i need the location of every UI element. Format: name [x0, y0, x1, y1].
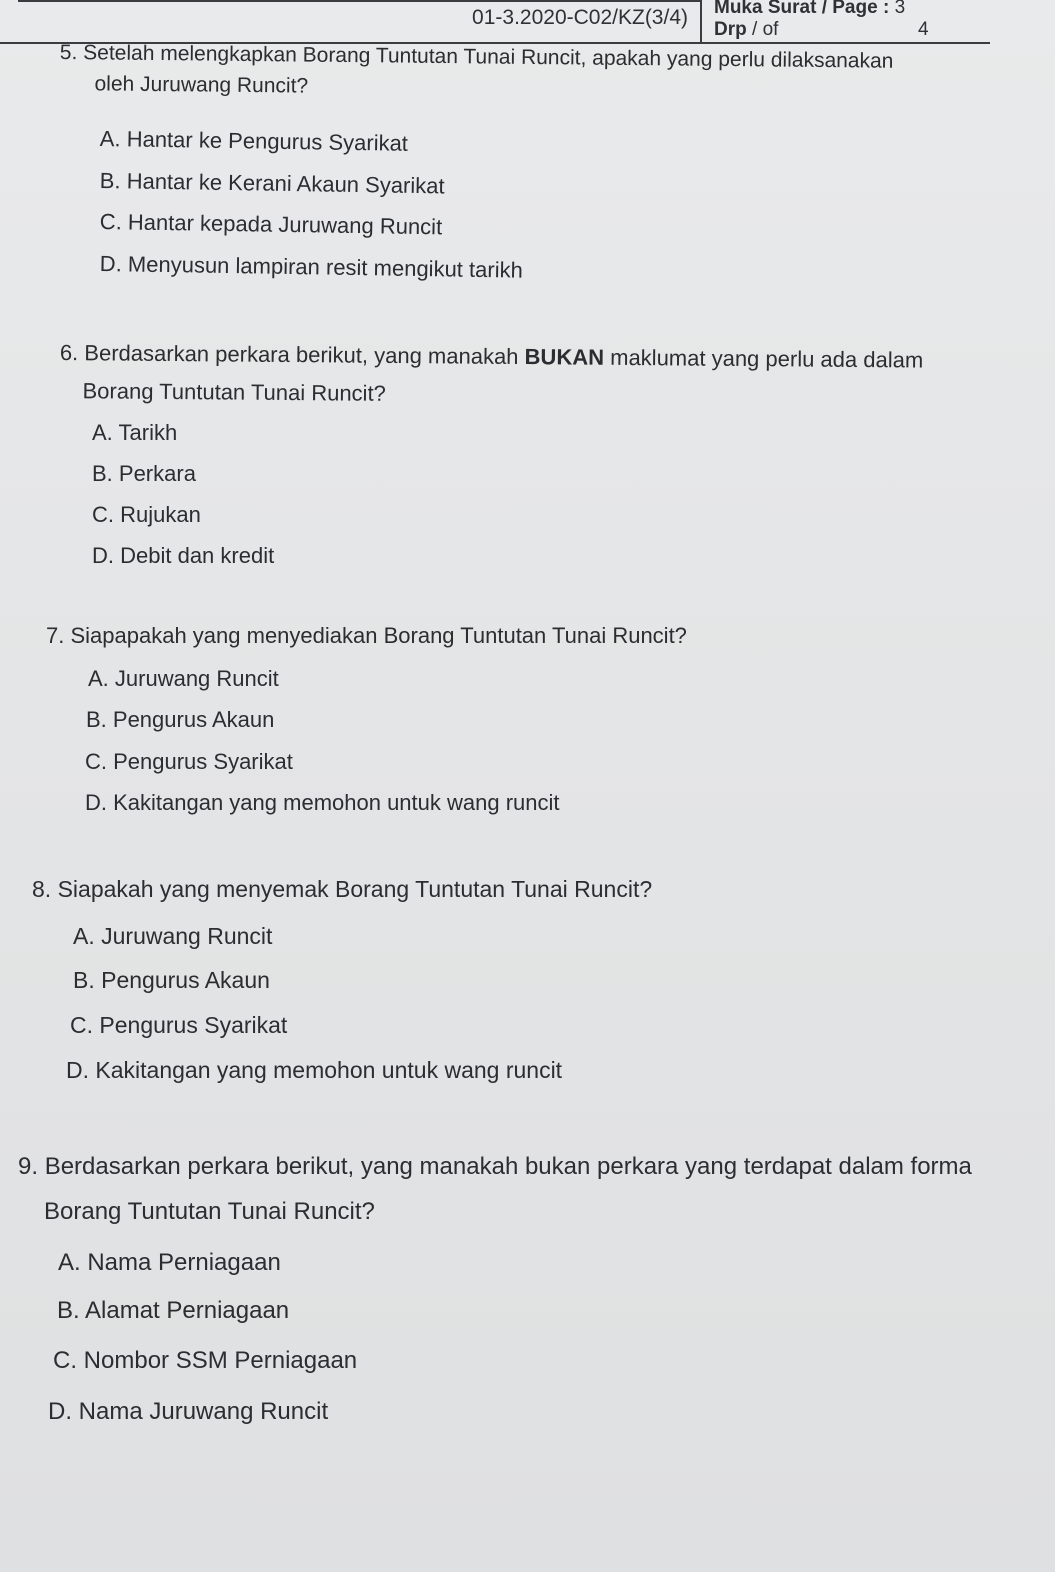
question-number: 5. — [59, 40, 78, 65]
total-pages: 4 — [918, 19, 929, 40]
question-9 — [18, 1152, 972, 1227]
question-5-option-b: B. Hantar ke Kerani Akaun Syarikat — [99, 168, 445, 199]
question-number: 6. — [59, 339, 79, 366]
question-8-option-b: B. Pengurus Akaun — [73, 967, 270, 993]
question-8-option-c: C. Pengurus Syarikat — [70, 1012, 288, 1038]
question-8-option-a: A. Juruwang Runcit — [73, 923, 273, 949]
question-9-option-c: C. Nombor SSM Perniagaan — [53, 1347, 358, 1374]
question-7-option-b: B. Pengurus Akaun — [86, 707, 275, 732]
question-7-option-a: A. Juruwang Runcit — [88, 666, 279, 691]
question-9-option-d: D. Nama Juruwang Runcit — [48, 1398, 329, 1425]
question-5-option-a: A. Hantar ke Pengurus Syarikat — [99, 126, 409, 156]
page-header — [0, 0, 990, 44]
question-text: Siapakah yang menyemak Borang Tuntutan Tunai Runcit? — [57, 876, 653, 902]
question-7-option-c: C. Pengurus Syarikat — [85, 749, 293, 774]
question-text: Siapapakah yang menyediakan Borang Tuntutan Tunai Runcit? — [70, 623, 687, 648]
question-text-pre: Berdasarkan perkara berikut, yang manakah — [84, 340, 519, 370]
question-number: 9. — [18, 1153, 39, 1180]
question-7 — [46, 622, 687, 650]
question-text-post: maklumat yang perlu ada dalam — [610, 344, 924, 373]
question-6-option-a: A. Tarikh — [92, 420, 178, 445]
question-number: 7. — [46, 623, 65, 648]
question-6-option-d: D. Debit dan kredit — [92, 543, 275, 568]
document-code-cell — [0, 0, 702, 42]
of-separator: / of — [752, 19, 779, 40]
question-9-option-a: A. Nama Perniagaan — [58, 1249, 281, 1276]
of-label: Drp — [714, 19, 747, 40]
page-number: 3 — [894, 0, 906, 18]
question-8 — [32, 875, 652, 904]
question-text: Berdasarkan perkara berikut, yang manakah bukan perkara yang terdapat dalam forma — [44, 1153, 972, 1180]
question-number: 8. — [32, 876, 52, 902]
question-text: Setelah melengkapkan Borang Tuntutan Tunai Runcit, apakah yang perlu dilaksanakan — [83, 41, 894, 73]
question-7-option-d: D. Kakitangan yang memohon untuk wang runcit — [85, 790, 560, 815]
page-label: Muka Surat / Page : — [714, 0, 890, 18]
question-5-option-c: C. Hantar kepada Juruwang Runcit — [99, 209, 443, 240]
page-label-line — [714, 0, 905, 19]
question-9-option-b: B. Alamat Perniagaan — [57, 1297, 290, 1324]
question-text-emphasis: BUKAN — [524, 344, 605, 370]
document-code: 01-3.2020-C02/KZ(3/4) — [472, 6, 688, 29]
question-6-option-c: C. Rujukan — [92, 502, 201, 527]
of-label-line — [714, 19, 778, 41]
question-text-cont: oleh Juruwang Runcit? — [94, 72, 309, 98]
question-text-cont: Borang Tuntutan Tunai Runcit? — [44, 1198, 375, 1225]
question-6 — [59, 339, 923, 412]
question-6-option-b: B. Perkara — [92, 461, 196, 486]
question-text-cont: Borang Tuntutan Tunai Runcit? — [82, 377, 386, 406]
question-8-option-d: D. Kakitangan yang memohon untuk wang runcit — [66, 1057, 563, 1083]
question-5 — [59, 40, 893, 106]
question-5-option-d: D. Menyusun lampiran resit mengikut tarikh — [99, 251, 524, 283]
